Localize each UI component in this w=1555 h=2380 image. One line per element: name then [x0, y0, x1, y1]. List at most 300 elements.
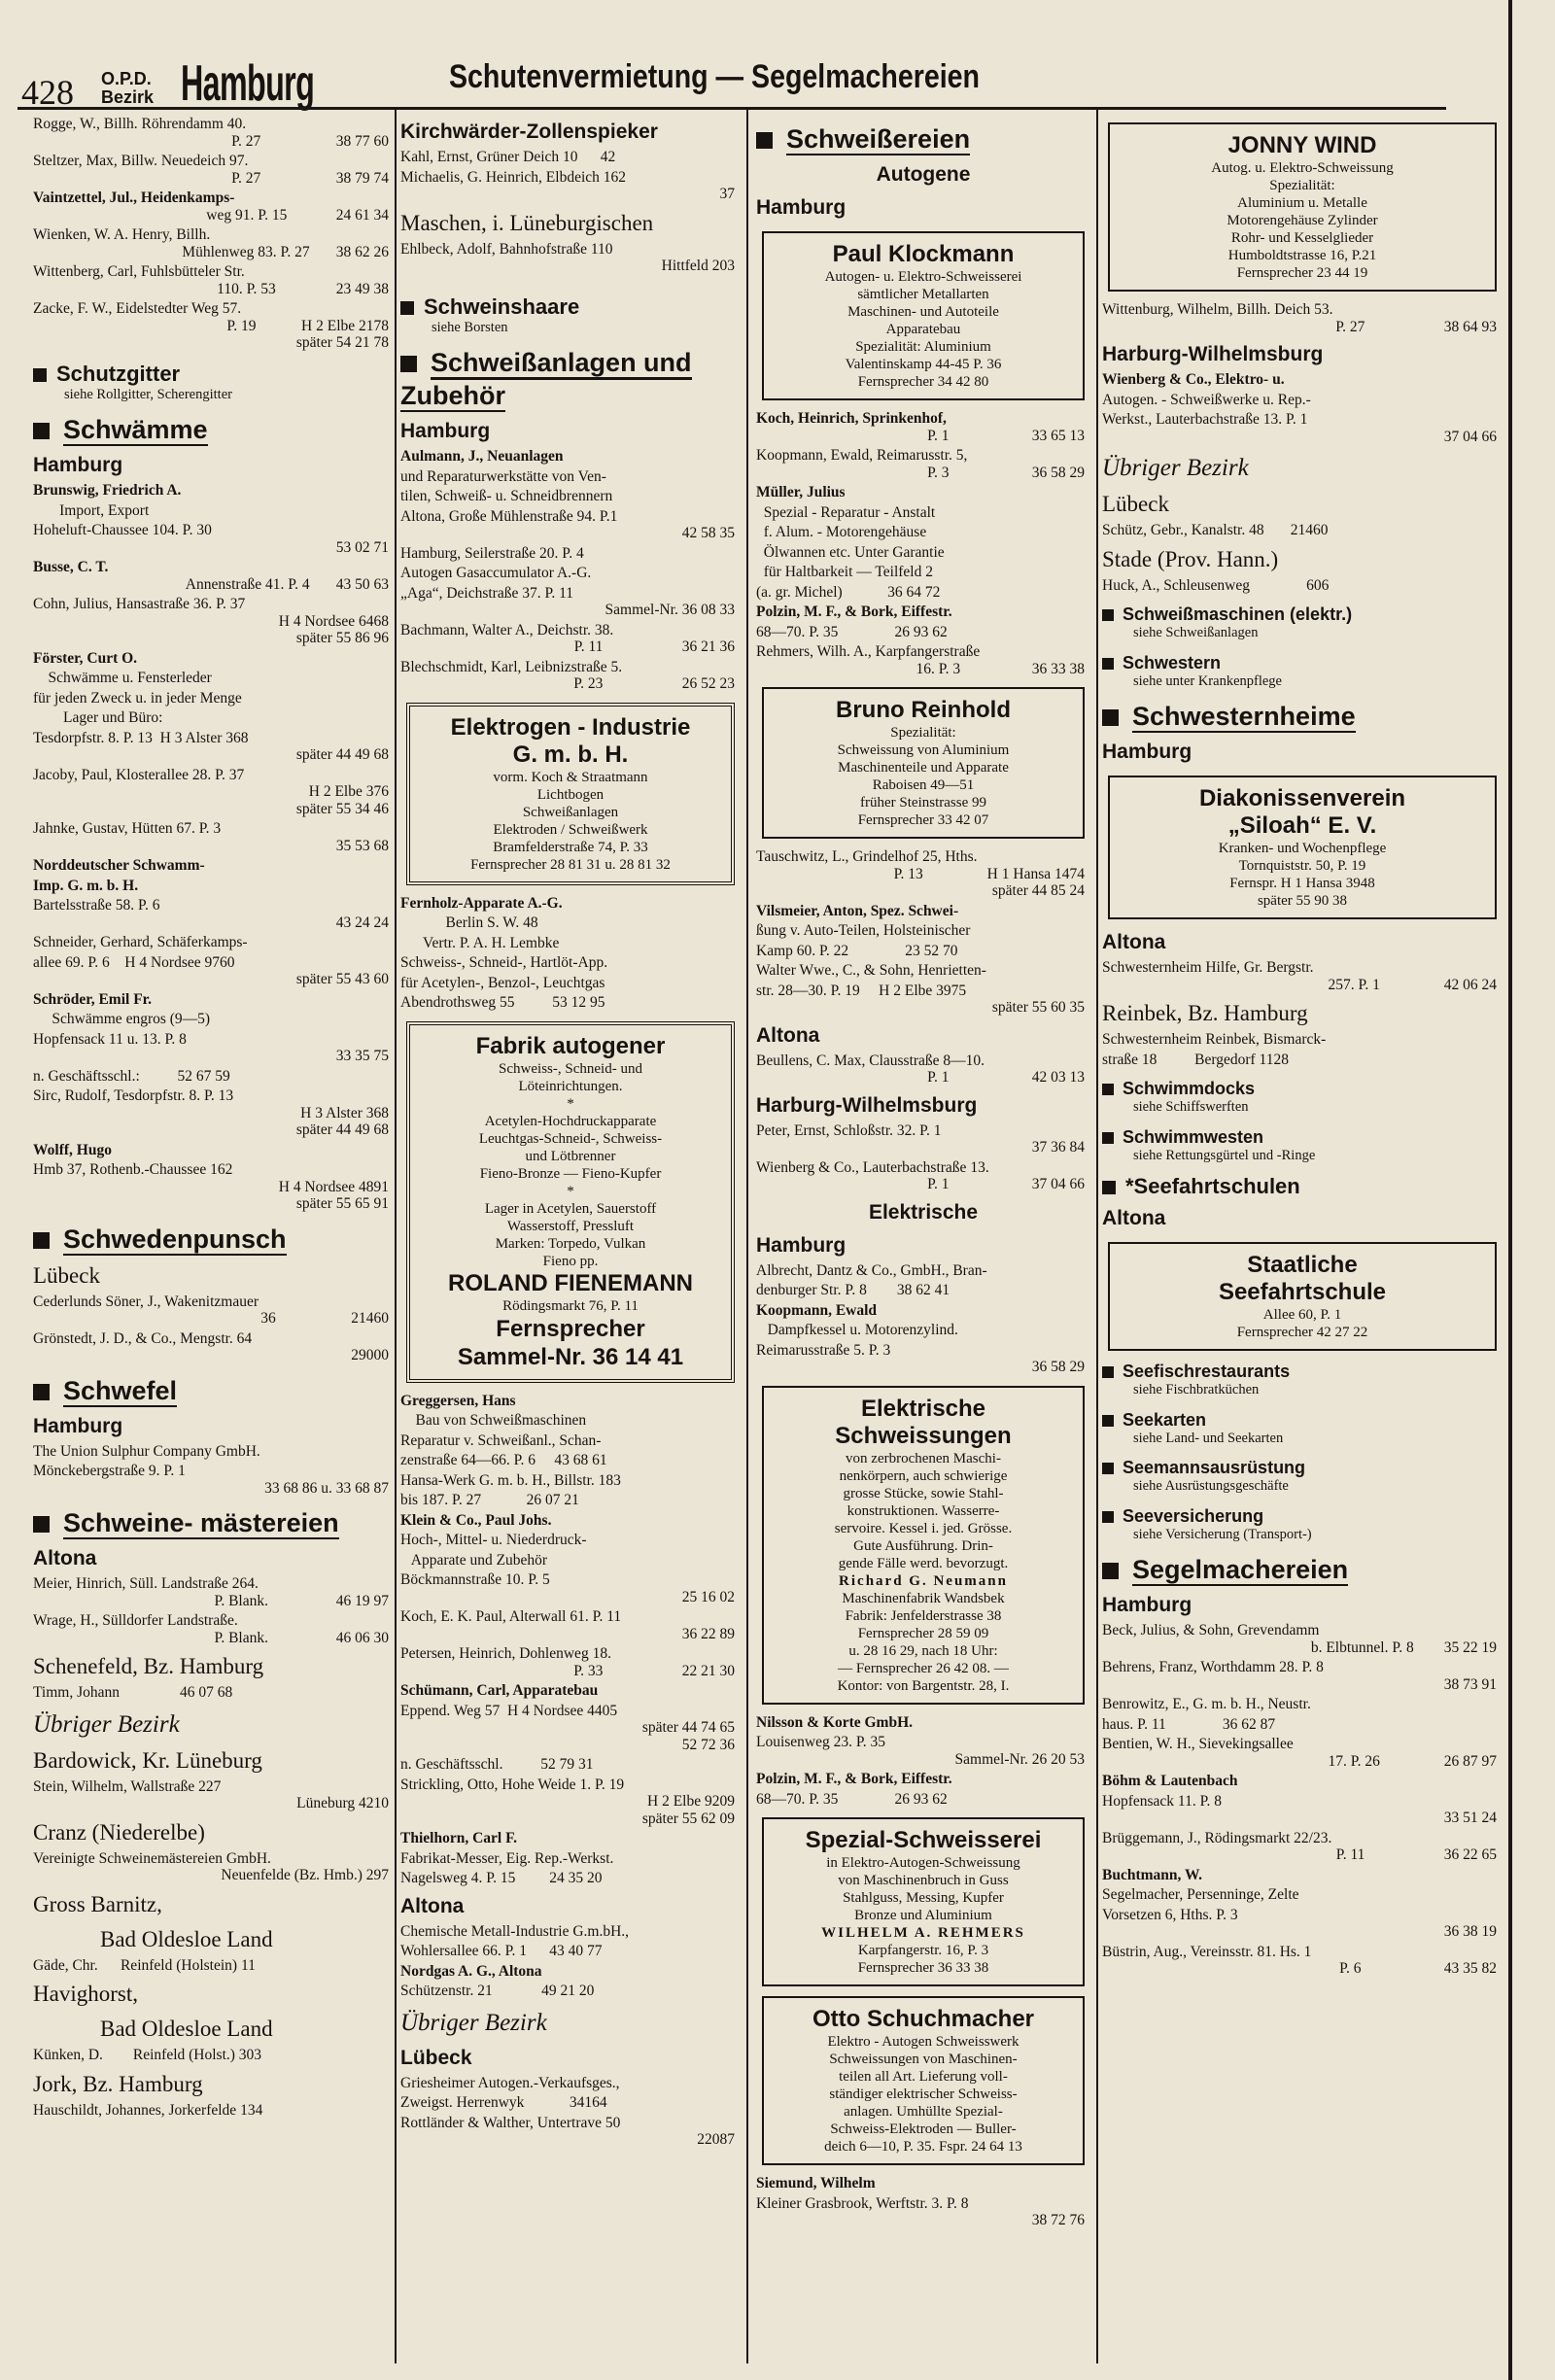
entry-phone: Annenstraße 41. P. 4 43 50 63 — [185, 575, 389, 593]
ad-line: Otto Schuchmacher — [812, 2006, 1035, 2032]
entry-phone: Lüneburg 4210 — [296, 1795, 389, 1811]
section-heading — [33, 1506, 395, 1539]
entry-text: Import, Export — [33, 501, 150, 519]
section-heading-text: Schwesternheime — [1132, 702, 1356, 733]
ad-line: Maschinen- und Autoteile — [847, 304, 999, 320]
ad-line: Wasserstoff, Pressluft — [506, 1218, 635, 1234]
entry-name: Koopmann, Ewald — [756, 1301, 878, 1319]
entry-phone: P. 33 22 21 30 — [573, 1662, 735, 1679]
section-heading-text: Schutzgitter — [56, 361, 181, 386]
entry-text: Stein, Wilhelm, Wallstraße 227 — [33, 1777, 222, 1795]
see-reference: siehe Land- und Seekarten — [1133, 1430, 1284, 1446]
ad-line: Fabrik autogener — [475, 1032, 666, 1059]
advertisement-box — [1108, 122, 1497, 292]
section-heading — [1102, 1174, 1503, 1199]
ad-line: Leuchtgas-Schneid-, Schweiss- — [478, 1130, 663, 1147]
ad-line: Bronze und Aluminium — [854, 1908, 992, 1923]
location-heading: Lübeck — [33, 1262, 100, 1288]
ad-line: konstruktionen. Wasserre- — [847, 1502, 1000, 1519]
entry-text: Berlin S. W. 48 — [400, 914, 538, 931]
ad-line: Acetylen-Hochdruckapparate — [484, 1113, 657, 1129]
entry-text: Wrage, H., Sülldorfer Landstraße. — [33, 1612, 238, 1629]
entry-text: Reparatur v. Schweißanl., Schan- — [400, 1431, 602, 1449]
ad-line: von zerbrochenen Maschi- — [846, 1450, 1001, 1466]
entry-phone: P. 3 36 58 29 — [927, 464, 1085, 481]
section-heading-text: Schwestern — [1123, 652, 1222, 673]
entry-phone: P. 27 38 77 60 — [231, 132, 389, 150]
entry-text: Autogen Gasaccumulator A.-G. — [400, 565, 592, 581]
ad-line: Lager in Acetylen, Sauerstoff — [484, 1200, 657, 1217]
ad-line: G. m. b. H. — [512, 741, 629, 768]
entry-text: The Union Sulphur Company GmbH. — [33, 1442, 260, 1460]
location-heading: Schenefeld, Bz. Hamburg — [33, 1654, 264, 1678]
section-heading — [1102, 1553, 1503, 1586]
ad-line: Stahlguss, Messing, Kupfer — [843, 1890, 1004, 1906]
entry-name: Vaintzettel, Jul., Heidenkamps- — [33, 190, 235, 206]
entry-text: Fabrikat-Messer, Eig. Rep.-Werkst. — [400, 1849, 614, 1867]
entry-text: zenstraße 64—66. P. 6 43 68 61 — [400, 1452, 607, 1468]
ad-line: Fernsprecher 33 42 07 — [857, 812, 989, 828]
entry-name: Buchtmann, W. — [1102, 1866, 1202, 1883]
column-4 — [1102, 113, 1503, 2365]
section-heading-text: Schwedenpunsch — [63, 1224, 287, 1256]
entry-phone: 36 22 89 — [681, 1625, 735, 1642]
entry-phone: P. 1 42 03 13 — [927, 1069, 1085, 1086]
see-reference: siehe Borsten — [432, 319, 508, 335]
advertisement-box — [762, 1386, 1085, 1705]
entry-text: Schweiss-, Schneid-, Hartlöt-App. — [400, 954, 608, 971]
ad-line: Marken: Torpedo, Vulkan — [495, 1235, 646, 1252]
column-divider — [1096, 109, 1098, 2363]
entry-phone: später 55 60 35 — [991, 999, 1085, 1016]
section-heading-text: Seeversicherung — [1123, 1505, 1264, 1526]
entry-phone: Sammel-Nr. 36 08 33 — [605, 602, 735, 618]
ad-line: Schweiss-, Schneid- und — [499, 1060, 642, 1077]
entry-phone: 257. P. 1 42 06 24 — [1328, 976, 1497, 993]
entry-text: Nagelsweg 4. P. 15 24 35 20 — [400, 1870, 603, 1886]
entry-name: Brunswig, Friedrich A. — [33, 482, 182, 499]
bezirk-text: Bezirk — [101, 87, 155, 107]
ad-line: Seefahrtschule — [1218, 1279, 1387, 1305]
location-heading: Hamburg — [756, 196, 847, 219]
column-1 — [33, 113, 395, 2365]
location-heading: Harburg-Wilhelmsburg — [1102, 343, 1324, 365]
ad-line: später 55 90 38 — [1257, 893, 1348, 909]
entry-text: Wienberg & Co., Lauterbachstraße 13. — [756, 1158, 989, 1176]
header-rule — [17, 107, 1446, 110]
ad-line: Bramfelderstraße 74, P. 33 — [493, 839, 648, 855]
entry-text: Mönckebergstraße 9. P. 1 — [33, 1463, 186, 1479]
entry-phone: später 55 34 46 — [295, 800, 389, 817]
location-heading: Hamburg — [33, 1414, 123, 1437]
entry-text: Cederlunds Söner, J., Wakenitzmauer — [33, 1293, 259, 1310]
entry-phone: Neuenfelde (Bz. Hmb.) 297 — [221, 1867, 389, 1883]
entry-text: Chemische Metall-Industrie G.m.bH., — [400, 1922, 630, 1940]
entry-text: Hamburg, Seilerstraße 20. P. 4 — [400, 544, 584, 562]
ad-line: gende Fälle werd. bevorzugt. — [838, 1555, 1009, 1571]
ad-line: Kontor: von Bargentstr. 28, I. — [837, 1677, 1010, 1694]
entry-phone: b. Elbtunnel. P. 8 35 22 19 — [1310, 1638, 1497, 1656]
ad-line: Rohr- und Kesselglieder — [1230, 230, 1374, 246]
section-heading — [1102, 700, 1503, 733]
ad-line: Autogen- u. Elektro-Schweisserei — [824, 269, 1022, 285]
entry-name: Nordgas A. G., Altona — [400, 1962, 542, 1980]
location-heading: Havighorst, — [33, 1982, 138, 2006]
entry-name: Schümann, Carl, Apparatebau — [400, 1682, 599, 1699]
section-heading-text: Schwimmdocks — [1123, 1079, 1256, 1098]
entry-name: Norddeutscher Schwamm- — [33, 857, 205, 874]
location-heading: Bad Oldesloe Land — [33, 2017, 273, 2041]
location-heading: Altona — [33, 1547, 97, 1569]
entry-text: Albrecht, Dantz & Co., GmbH., Bran- — [756, 1261, 987, 1279]
entry-phone: 22087 — [697, 2131, 735, 2148]
entry-text: für Haltbarkeit — Teilfeld 2 — [756, 564, 933, 580]
entry-text: Werkst., Lauterbachstraße 13. P. 1 — [1102, 411, 1308, 428]
entry-phone: 52 72 36 — [681, 1736, 735, 1753]
ad-line: Sammel-Nr. 36 14 41 — [457, 1343, 684, 1370]
section-heading-text: Schwimmwesten — [1123, 1126, 1264, 1147]
ad-line: in Elektro-Autogen-Schweissung — [826, 1855, 1020, 1871]
entry-text: Hauschildt, Johannes, Jorkerfelde 134 — [33, 2101, 263, 2119]
entry-text: Schwesternheim Hilfe, Gr. Bergstr. — [1102, 959, 1314, 976]
location-heading: Altona — [756, 1023, 820, 1047]
advertisement-box — [406, 703, 735, 885]
ad-line: Diakonissenverein — [1198, 785, 1406, 811]
entry-phone: 33 68 86 u. 33 68 87 — [264, 1479, 389, 1497]
entry-name: Busse, C. T. — [33, 559, 109, 575]
column-3 — [756, 113, 1090, 2365]
ad-line: Fernsprecher 28 59 09 — [857, 1625, 989, 1641]
entry-phone: H 2 Elbe 376 — [308, 783, 389, 800]
entry-text: 68—70. P. 35 26 93 62 — [756, 623, 948, 640]
entry-text: Eppend. Weg 57 H 4 Nordsee 4405 — [400, 1702, 618, 1719]
location-heading: Cranz (Niederelbe) — [33, 1819, 205, 1845]
ad-line: Valentinskamp 44-45 P. 36 — [845, 357, 1002, 372]
location-heading: Hamburg — [33, 454, 123, 476]
subsection-heading: Elektrische — [868, 1200, 979, 1224]
entry-phone: 36 58 29 — [1031, 1359, 1085, 1375]
ad-line: und Lötbrenner — [525, 1148, 616, 1164]
entry-text: f. Alum. - Motorengehäuse — [756, 524, 927, 540]
ad-line: Elektro - Autogen Schweisswerk — [827, 2034, 1019, 2050]
location-heading: Hamburg — [1102, 741, 1192, 763]
section-heading — [756, 122, 1090, 155]
entry-name: Wolff, Hugo — [33, 1141, 112, 1158]
entry-text: Jacoby, Paul, Klosterallee 28. P. 37 — [33, 766, 245, 783]
entry-phone: 33 51 24 — [1443, 1810, 1497, 1826]
section-heading-text: Seemannsausrüstung — [1123, 1458, 1306, 1477]
entry-text: Steltzer, Max, Billw. Neuedeich 97. — [33, 153, 249, 169]
entry-text: Lager und Büro: — [33, 709, 163, 726]
location-heading: Bad Oldesloe Land — [33, 1926, 273, 1951]
entry-phone: später 44 49 68 — [295, 746, 389, 763]
see-reference: siehe unter Krankenpflege — [1133, 673, 1282, 689]
page-number: 428 — [21, 73, 74, 112]
section-heading-text: Segelmachereien — [1132, 1555, 1348, 1586]
entry-phone: später 44 85 24 — [991, 882, 1085, 899]
ad-line: Karpfangerstr. 16, P. 3 — [857, 1943, 989, 1958]
ad-line: Fernsprecher 34 42 80 — [857, 374, 989, 390]
entry-name: Vilsmeier, Anton, Spez. Schwei- — [756, 902, 959, 919]
entry-phone: 16. P. 3 36 33 38 — [916, 660, 1085, 677]
ad-line: früher Steinstrasse 99 — [860, 795, 986, 811]
entry-phone: 37 04 66 — [1443, 428, 1497, 445]
ad-line: WILHELM A. REHMERS — [821, 1925, 1025, 1941]
entry-name: Nilsson & Korte GmbH. — [756, 1713, 914, 1731]
see-reference: siehe Fischbratküchen — [1133, 1382, 1260, 1397]
ad-line: Staatliche — [1247, 1252, 1358, 1278]
entry-text: Reimarusstraße 5. P. 3 — [756, 1341, 891, 1359]
entry-name: Förster, Curt O. — [33, 649, 138, 667]
entry-text: Kahl, Ernst, Grüner Deich 10 42 — [400, 149, 616, 165]
entry-text: Schwämme engros (9—5) — [33, 1011, 211, 1027]
entry-text: Michaelis, G. Heinrich, Elbdeich 162 — [400, 168, 627, 186]
entry-text: haus. P. 11 36 62 87 — [1102, 1715, 1276, 1733]
advertisement-box — [762, 1996, 1085, 2165]
ad-line: Motorengehäuse Zylinder — [1227, 213, 1378, 228]
entry-phone: 38 73 91 — [1443, 1675, 1497, 1693]
city-title: Hamburg — [181, 55, 315, 112]
location-heading: Altona — [1102, 931, 1166, 953]
location-heading: Hamburg — [1102, 1594, 1192, 1616]
section-heading — [1102, 652, 1503, 673]
entry-text: Louisenweg 23. P. 35 — [756, 1734, 886, 1750]
entry-text: Ehlbeck, Adolf, Bahnhofstraße 110 — [400, 240, 613, 258]
entry-text: Peter, Ernst, Schloßstr. 32. P. 1 — [756, 1121, 942, 1139]
entry-phone: P. Blank. 46 19 97 — [214, 1592, 389, 1609]
entry-text: Hopfensack 11 u. 13. P. 8 — [33, 1030, 187, 1048]
entry-phone: 42 58 35 — [681, 525, 735, 541]
entry-text: tilen, Schweiß- u. Schneidbrennern — [400, 488, 613, 504]
advertisement-box — [406, 1021, 735, 1383]
entry-text: Abendrothsweg 55 53 12 95 — [400, 994, 605, 1011]
ad-line: „Siloah“ E. V. — [1227, 812, 1377, 839]
opd-label — [101, 70, 154, 107]
entry-text: Bau von Schweißmaschinen — [400, 1412, 587, 1429]
see-reference: siehe Versicherung (Transport-) — [1133, 1526, 1312, 1542]
ad-line: grosse Stücke, sowie Stahl- — [843, 1485, 1004, 1501]
see-reference: siehe Rollgitter, Scherengitter — [64, 386, 232, 402]
ad-line: Maschinenteile und Apparate — [838, 760, 1009, 776]
section-heading-text: Schweinshaare — [424, 293, 580, 319]
entry-text: str. 28—30. P. 19 H 2 Elbe 3975 — [756, 982, 967, 999]
entry-phone: 37 36 84 — [1031, 1139, 1085, 1156]
entry-phone: H 4 Nordsee 6468 — [278, 612, 389, 630]
entry-text: allee 69. P. 6 H 4 Nordsee 9760 — [33, 953, 235, 971]
entry-text: Schneider, Gerhard, Schäferkamps- — [33, 934, 248, 950]
entry-name: Thielhorn, Carl F. — [400, 1830, 517, 1846]
entry-phone: später 55 43 60 — [295, 971, 389, 987]
ad-line: Spezialität: — [890, 725, 956, 741]
opd-text: O.P.D. — [101, 69, 152, 88]
ad-line: deich 6—10, P. 35. Fspr. 24 64 13 — [824, 2139, 1022, 2155]
entry-text: Büstrin, Aug., Vereinsstr. 81. Hs. 1 — [1102, 1943, 1312, 1960]
location-heading: Altona — [400, 1894, 465, 1917]
entry-text: Altona, Große Mühlenstraße 94. P.1 — [400, 507, 618, 525]
entry-phone: 25 16 02 — [681, 1588, 735, 1605]
ad-line: Fieno pp. — [542, 1253, 599, 1269]
entry-phone: weg 91. P. 15 24 61 34 — [206, 206, 389, 224]
entry-name: Klein & Co., Paul Johs. — [400, 1511, 552, 1529]
entry-text: 68—70. P. 35 26 93 62 — [756, 1790, 948, 1808]
entry-phone: Hittfeld 203 — [661, 258, 735, 274]
ad-line: Humboldtstrasse 16, P.21 — [1227, 248, 1377, 263]
section-heading — [400, 294, 741, 320]
ad-line: Tornquiststr. 50, P. 19 — [1238, 858, 1366, 874]
entry-text: Timm, Johann 46 07 68 — [33, 1684, 233, 1701]
see-reference: siehe Ausrüstungsgeschäfte — [1133, 1478, 1289, 1494]
entry-text: Apparate und Zubehör — [400, 1551, 548, 1569]
entry-text: Autogen. - Schweißwerke u. Rep.- — [1102, 391, 1311, 408]
location-heading: Maschen, i. Lüneburgischen — [400, 210, 654, 235]
entry-text: Grönstedt, J. D., & Co., Mengstr. 64 — [33, 1329, 253, 1347]
ad-line: Schweissungen von Maschinen- — [829, 2052, 1018, 2067]
entry-text: Walter Wwe., C., & Sohn, Henrietten- — [756, 962, 986, 979]
entry-name: Greggersen, Hans — [400, 1392, 516, 1409]
entry-text: Hansa-Werk G. m. b. H., Billstr. 183 — [400, 1471, 621, 1489]
entry-text: Schwämme u. Fensterleder — [33, 670, 212, 686]
ad-line: Allee 60, P. 1 — [1262, 1307, 1342, 1323]
ad-line: Elektroden / Schweißwerk — [493, 821, 648, 838]
ad-line: teilen all Art. Lieferung voll- — [839, 2069, 1008, 2085]
ad-line: Schweissung von Aluminium — [837, 742, 1010, 758]
entry-text: Tesdorpfstr. 8. P. 13 H 3 Alster 368 — [33, 729, 249, 746]
ad-line: Kranken- und Wochenpflege — [1218, 841, 1387, 856]
entry-phone: P. 11 36 22 65 — [1335, 1846, 1497, 1863]
entry-text: Koch, E. K. Paul, Alterwall 61. P. 11 — [400, 1608, 622, 1625]
spacer — [400, 275, 741, 285]
entry-text: (a. gr. Michel) 36 64 72 — [756, 583, 941, 601]
ad-line: Fernsprecher 42 27 22 — [1236, 1325, 1368, 1340]
entry-name: Polzin, M. F., & Bork, Eiffestr. — [756, 604, 952, 620]
entry-name: Polzin, M. F., & Bork, Eiffestr. — [756, 1771, 952, 1787]
section-heading-text: Schwämme — [63, 415, 208, 446]
section-heading-text: Schwefel — [63, 1376, 177, 1407]
section-heading — [1102, 1505, 1503, 1527]
entry-text: Schwesternheim Reinbek, Bismarck- — [1102, 1031, 1327, 1048]
location-heading: Jork, Bz. Hamburg — [33, 2071, 203, 2096]
ad-line: Fernsprecher 28 81 31 u. 28 81 32 — [470, 856, 671, 873]
entry-phone: H 2 Elbe 9209 — [647, 1793, 735, 1810]
ad-line: ständiger elektrischer Schweiss- — [829, 2087, 1018, 2102]
section-heading-text: Schweißanlagen und Zubehör — [400, 348, 692, 412]
advertisement-box — [762, 1817, 1085, 1986]
section-heading — [1102, 1409, 1503, 1431]
ad-line: — Fernsprecher 26 42 08. — — [838, 1660, 1009, 1676]
entry-text: Wittenburg, Wilhelm, Billh. Deich 53. — [1102, 301, 1333, 318]
entry-text: Griesheimer Autogen.-Verkaufsges., — [400, 2074, 620, 2091]
ad-line: Löteinrichtungen. — [518, 1078, 623, 1094]
ad-line: ROLAND FIENEMANN — [448, 1269, 693, 1296]
section-heading-text: Seefischrestaurants — [1123, 1362, 1291, 1381]
section-heading — [1102, 1361, 1503, 1382]
location-heading: Hamburg — [756, 1233, 847, 1257]
ad-line: Aluminium u. Metalle — [1237, 195, 1367, 211]
ad-line: Gute Ausführung. Drin- — [853, 1537, 993, 1554]
entry-text: Huck, A., Schleusenweg 606 — [1102, 576, 1330, 594]
entry-phone: 17. P. 26 26 87 97 — [1328, 1752, 1497, 1770]
column-divider — [746, 109, 748, 2363]
ad-line: * — [567, 1183, 574, 1199]
see-reference: siehe Schiffswerften — [1133, 1099, 1249, 1115]
ad-line: Fernspr. H 1 Hansa 3948 — [1229, 876, 1375, 891]
ad-line: sämtlicher Metallarten — [857, 287, 989, 302]
entry-phone: 43 24 24 — [335, 914, 389, 931]
section-heading — [400, 346, 741, 412]
entry-phone: später 55 62 09 — [641, 1810, 735, 1827]
location-heading: Hamburg — [400, 420, 491, 442]
location-heading: Altona — [1102, 1207, 1166, 1229]
entry-text: Zweigst. Herrenwyk 34164 — [400, 2094, 607, 2111]
section-heading-text: Schweißmaschinen (elektr.) — [1123, 604, 1353, 624]
entry-phone: 110. P. 53 23 49 38 — [217, 280, 389, 297]
entry-text: und Reparaturwerkstätte von Ven- — [400, 467, 606, 485]
entry-phone: 33 35 75 — [335, 1048, 389, 1064]
entry-phone: H 4 Nordsee 4891 — [278, 1178, 389, 1195]
ad-line: servoire. Kessel i. jed. Grösse. — [834, 1520, 1013, 1536]
ad-line: Schweißanlagen — [522, 804, 619, 820]
ad-line: Paul Klockmann — [832, 241, 1015, 267]
entry-name: Koch, Heinrich, Sprinkenhof, — [756, 410, 947, 427]
entry-text: Dampfkessel u. Motorenzylind. — [756, 1322, 958, 1338]
ad-line: Bruno Reinhold — [836, 697, 1011, 723]
entry-name: Wienberg & Co., Elektro- u. — [1102, 371, 1285, 388]
location-heading: Lübeck — [1102, 492, 1169, 516]
entry-text: Brüggemann, J., Rödingsmarkt 22/23. — [1102, 1829, 1332, 1846]
entry-name: Müller, Julius — [756, 484, 846, 500]
ad-line: Fieno-Bronze — Fieno-Kupfer — [479, 1165, 662, 1182]
section-heading — [33, 362, 395, 387]
entry-text: Hopfensack 11. P. 8 — [1102, 1792, 1222, 1810]
advertisement-box — [762, 687, 1085, 839]
section-heading-text: Schweine- mästereien — [63, 1508, 339, 1539]
ad-line: Lichtbogen — [536, 786, 605, 803]
entry-text: Hoch-, Mittel- u. Niederdruck- — [400, 1532, 587, 1548]
entry-text: n. Geschäftsschl. 52 79 31 — [400, 1756, 594, 1773]
entry-text: Vereinigte Schweinemästereien GmbH. — [33, 1849, 271, 1867]
entry-name: Imp. G. m. b. H. — [33, 877, 139, 894]
section-heading — [33, 1374, 395, 1407]
entry-text: Schützenstr. 21 49 21 20 — [400, 1983, 595, 1999]
entry-phone: 29000 — [351, 1347, 389, 1363]
entry-phone: später 55 65 91 — [295, 1195, 389, 1212]
entry-text: Jahnke, Gustav, Hütten 67. P. 3 — [33, 820, 222, 837]
entry-phone: P. 11 36 21 36 — [573, 638, 735, 655]
entry-text: Bachmann, Walter A., Deichstr. 38. — [400, 621, 614, 638]
ad-line: Spezial-Schweisserei — [805, 1827, 1042, 1853]
location-heading: Kirchwärder-Zollenspieker — [400, 121, 658, 143]
entry-phone: H 3 Alster 368 — [300, 1104, 389, 1121]
ad-line: Apparatebau — [885, 322, 961, 337]
entry-text: Tauschwitz, L., Grindelhof 25, Hths. — [756, 848, 978, 865]
see-reference: siehe Rettungsgürtel und -Ringe — [1133, 1147, 1316, 1163]
ad-line: Maschinenfabrik Wandsbek — [842, 1590, 1005, 1606]
entry-phone: später 44 49 68 — [295, 1121, 389, 1138]
ad-line: Autog. u. Elektro-Schweissung — [1211, 160, 1394, 176]
entry-text: Beck, Julius, & Sohn, Grevendamm — [1102, 1622, 1320, 1638]
entry-text: Rottländer & Walther, Untertrave 50 — [400, 2114, 621, 2131]
entry-name: Siemund, Wilhelm — [756, 2175, 876, 2191]
advertisement-box — [1108, 1242, 1497, 1351]
entry-text: Rehmers, Wilh. A., Karpfangerstraße — [756, 643, 981, 660]
entry-phone: P. 23 26 52 23 — [573, 675, 735, 692]
location-heading: Reinbek, Bz. Hamburg — [1102, 1001, 1308, 1025]
ad-line: anlagen. Umhüllte Spezial- — [844, 2104, 1003, 2120]
entry-text: Segelmacher, Persenninge, Zelte — [1102, 1886, 1299, 1903]
entry-phone: Sammel-Nr. 26 20 53 — [954, 1750, 1085, 1768]
entry-text: Bartelsstraße 58. P. 6 — [33, 897, 160, 914]
location-heading: Lübeck — [400, 2046, 472, 2069]
